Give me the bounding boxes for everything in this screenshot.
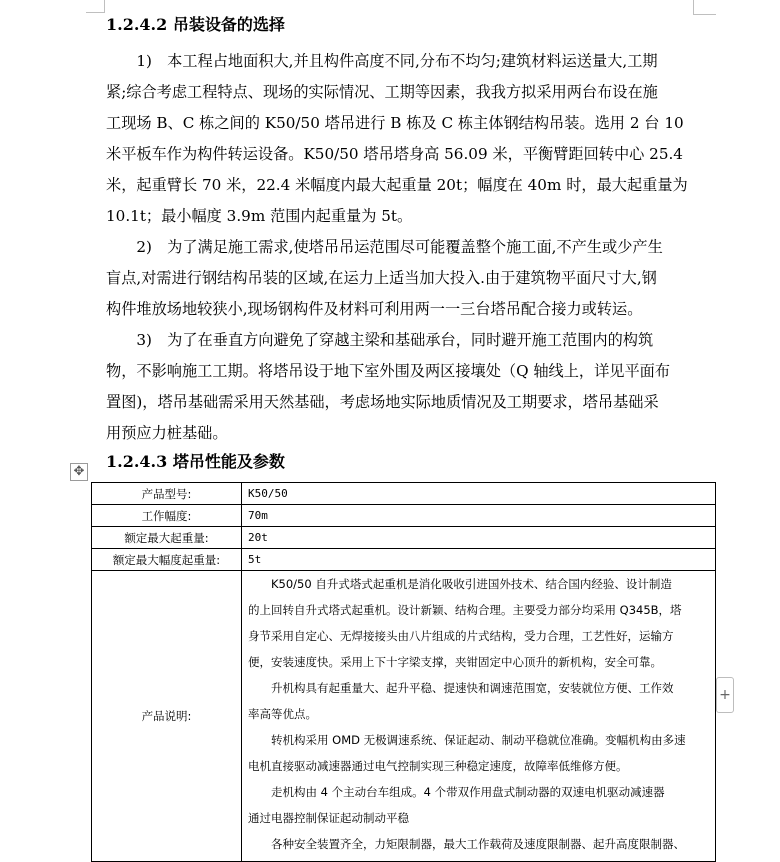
description-line: 率高等优点。 <box>248 707 317 721</box>
paragraph-line: 工现场 B、C 栋之间的 K50/50 塔吊进行 B 栋及 C 栋主体钢结构吊装。选用 2 台 10 <box>106 114 684 132</box>
table-add-column-icon[interactable]: + <box>716 677 734 713</box>
table-cell-label[interactable]: 额定最大起重量: <box>92 527 242 549</box>
description-line: 便，安装速度快。采用上下十字梁支撑，夹钳固定中心顶升的新机构，安全可靠。 <box>248 655 662 669</box>
table-row <box>92 571 716 862</box>
section-heading-2: 1.2.4.3 塔吊性能及参数 <box>106 452 285 471</box>
table-row <box>92 483 716 505</box>
description-line: 电机直接驱动减速器通过电气控制实现三种稳定速度，故障率低维修方便。 <box>248 759 628 773</box>
table-cell-value[interactable]: 20t <box>242 527 716 549</box>
table-cell-description[interactable] <box>242 571 716 862</box>
paragraph-line: 物，不影响施工工期。将塔吊设于地下室外围及两区接壤处（Q 轴线上，详见平面布 <box>106 362 671 380</box>
table-cell-value[interactable]: 70m <box>242 505 716 527</box>
description-line: 身节采用自定心、无焊接接头由八片组成的片式结构，受力合理，工艺性好，运输方 <box>248 629 674 643</box>
paragraph-line: 3) 为了在垂直方向避免了穿越主梁和基础承台，同时避开施工范围内的构筑 <box>106 331 654 349</box>
table-cell-label[interactable]: 产品型号: <box>92 483 242 505</box>
description-line: 各种安全装置齐全，力矩限制器，最大工作载荷及速度限制器、起升高度限制器、 <box>248 837 685 851</box>
table-row <box>92 505 716 527</box>
description-line: 转机构采用 OMD 无极调速系统、保证起动、制动平稳就位准确。变幅机构由多速 <box>248 733 686 747</box>
table-move-handle-icon[interactable]: ✥ <box>70 463 88 481</box>
paragraph-line: 1) 本工程占地面积大,并且构件高度不同,分布不均匀;建筑材料运送量大,工期 <box>106 52 658 70</box>
paragraph-line: 用预应力桩基础。 <box>106 424 228 442</box>
table-cell-label[interactable]: 工作幅度: <box>92 505 242 527</box>
description-line: 走机构由 4 个主动台车组成。4 个带双作用盘式制动器的双速电机驱动减速器 <box>248 785 665 799</box>
table-cell-value[interactable]: 5t <box>242 549 716 571</box>
paragraph-line: 紧;综合考虑工程特点、现场的实际情况、工期等因素，我我方拟采用两台布设在施 <box>106 83 658 101</box>
page-margin-corner-right <box>693 0 716 15</box>
description-line: 升机构具有起重量大、起升平稳、提速快和调速范围宽，安装就位方便、工作效 <box>248 681 674 695</box>
paragraph-line: 盲点,对需进行钢结构吊装的区域,在运力上适当加大投入.由于建筑物平面尺寸大,钢 <box>106 269 657 287</box>
page-margin-corner-left <box>86 0 105 13</box>
paragraph-1 <box>106 46 694 232</box>
section-heading-1: 1.2.4.2 吊装设备的选择 <box>106 15 285 34</box>
description-line: 通过电器控制保证起动制动平稳 <box>248 811 409 825</box>
paragraph-line: 10.1t；最小幅度 3.9m 范围内起重量为 5t。 <box>106 207 413 225</box>
table-row <box>92 527 716 549</box>
description-line: K50/50 自升式塔式起重机是消化吸收引进国外技术、结合国内经验、设计制造 <box>248 577 672 591</box>
paragraph-3 <box>106 325 694 449</box>
table-cell-value[interactable]: K50/50 <box>242 483 716 505</box>
table-cell-label[interactable]: 额定最大幅度起重量: <box>92 549 242 571</box>
paragraph-line: 构件堆放场地较狭小,现场钢构件及材料可利用两一一三台塔吊配合接力或转运。 <box>106 300 643 318</box>
paragraph-line: 米，起重臂长 70 米，22.4 米幅度内最大起重量 20t；幅度在 40m 时，最大起重量为 <box>106 176 688 194</box>
paragraph-line: 置图)，塔吊基础需采用天然基础，考虑场地实际地质情况及工期要求，塔吊基础采 <box>106 393 659 411</box>
table-row <box>92 549 716 571</box>
paragraph-2 <box>106 232 694 325</box>
description-line: 的上回转自升式塔式起重机。设计新颖、结构合理。主要受力部分均采用 Q345B，塔 <box>248 603 682 617</box>
table-cell-label[interactable]: 产品说明: <box>92 571 242 862</box>
spec-table <box>91 482 716 862</box>
paragraph-line: 2) 为了满足施工需求,使塔吊吊运范围尽可能覆盖整个施工面,不产生或少产生 <box>106 238 663 256</box>
paragraph-line: 米平板车作为构件转运设备。K50/50 塔吊塔身高 56.09 米，平衡臂距回转中心 25.4 <box>106 145 683 163</box>
